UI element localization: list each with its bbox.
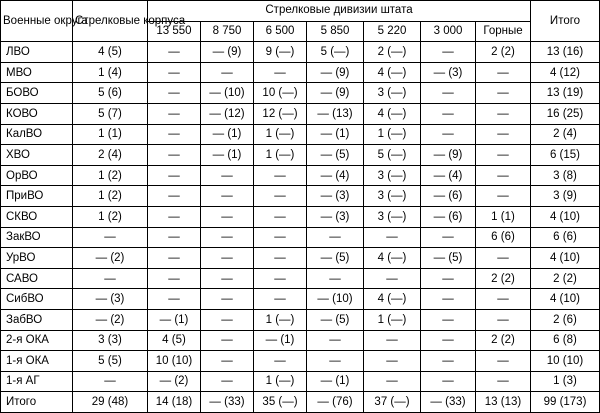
division-cell: —: [254, 351, 307, 372]
table-row: [1, 103, 600, 124]
table-row: [1, 351, 600, 372]
table-row: [1, 186, 600, 207]
district-cell: ЛВО: [1, 42, 73, 63]
division-cell: — (9): [201, 42, 254, 63]
division-cell: 2 (2): [476, 42, 531, 63]
division-cell: —: [201, 330, 254, 351]
division-cell: — (10): [201, 83, 254, 104]
division-cell: 1 (—): [254, 124, 307, 145]
division-cell: — (10): [307, 289, 364, 310]
corps-cell: — (2): [73, 309, 148, 330]
total-cell: 16 (25): [531, 103, 600, 124]
table-row: [1, 42, 600, 63]
corps-cell: 1 (2): [73, 165, 148, 186]
division-cell: — (3): [307, 186, 364, 207]
corps-cell: — (2): [73, 248, 148, 269]
total-cell: 10 (10): [531, 351, 600, 372]
corps-cell: 3 (3): [73, 330, 148, 351]
division-cell: —: [201, 62, 254, 83]
division-cell: —: [421, 289, 476, 310]
division-cell: —: [307, 330, 364, 351]
corps-cell: 1 (2): [73, 206, 148, 227]
total-cell: 3 (9): [531, 186, 600, 207]
total-cell: 4 (10): [531, 206, 600, 227]
division-cell: —: [421, 124, 476, 145]
corps-cell: 5 (7): [73, 103, 148, 124]
table-row: [1, 165, 600, 186]
total-cell: 6 (6): [531, 227, 600, 248]
corps-cell: 4 (5): [73, 42, 148, 63]
division-cell: 35 (—): [254, 392, 307, 413]
corps-cell: 2 (4): [73, 145, 148, 166]
corps-cell: —: [73, 371, 148, 392]
table-row: [1, 330, 600, 351]
division-cell: —: [421, 330, 476, 351]
division-cell: 4 (5): [148, 330, 201, 351]
division-cell: — (4): [307, 165, 364, 186]
division-cell: — (1): [201, 145, 254, 166]
district-cell: СибВО: [1, 289, 73, 310]
division-cell: 10 (10): [148, 351, 201, 372]
division-cell: —: [148, 289, 201, 310]
division-cell: —: [421, 83, 476, 104]
total-cell: 13 (16): [531, 42, 600, 63]
division-cell: —: [254, 268, 307, 289]
division-cell: —: [364, 351, 421, 372]
division-cell: —: [201, 309, 254, 330]
district-cell: КалВО: [1, 124, 73, 145]
district-cell: МВО: [1, 62, 73, 83]
district-cell: ОрВО: [1, 165, 73, 186]
division-cell: — (9): [421, 145, 476, 166]
header-division-type: Горные: [476, 21, 531, 42]
district-cell: 1-я АГ: [1, 371, 73, 392]
corps-cell: 29 (48): [73, 392, 148, 413]
division-cell: —: [421, 351, 476, 372]
district-cell: ПриВО: [1, 186, 73, 207]
total-cell: 99 (173): [531, 392, 600, 413]
division-cell: —: [254, 289, 307, 310]
division-cell: —: [476, 248, 531, 269]
division-cell: —: [148, 206, 201, 227]
division-cell: — (12): [201, 103, 254, 124]
division-cell: —: [476, 83, 531, 104]
division-cell: —: [307, 227, 364, 248]
total-cell: 4 (10): [531, 289, 600, 310]
corps-cell: 5 (5): [73, 351, 148, 372]
table-row: [1, 145, 600, 166]
total-cell: 2 (4): [531, 124, 600, 145]
division-cell: — (5): [307, 145, 364, 166]
division-cell: 13 (13): [476, 392, 531, 413]
division-cell: —: [254, 248, 307, 269]
division-cell: — (1): [307, 371, 364, 392]
header-division-type: 5 220: [364, 21, 421, 42]
total-cell: 6 (15): [531, 145, 600, 166]
division-cell: —: [148, 145, 201, 166]
division-cell: —: [148, 186, 201, 207]
district-cell: КОВО: [1, 103, 73, 124]
table-row: [1, 268, 600, 289]
district-cell: 2-я ОКА: [1, 330, 73, 351]
division-cell: — (3): [307, 206, 364, 227]
table-row: [1, 206, 600, 227]
division-cell: —: [476, 186, 531, 207]
division-cell: —: [254, 165, 307, 186]
division-cell: 9 (—): [254, 42, 307, 63]
division-cell: 4 (—): [364, 62, 421, 83]
total-cell: 1 (3): [531, 371, 600, 392]
header-division-type: 3 000: [421, 21, 476, 42]
division-cell: — (5): [307, 248, 364, 269]
division-cell: —: [476, 124, 531, 145]
division-cell: —: [421, 227, 476, 248]
division-cell: — (4): [421, 165, 476, 186]
division-cell: —: [148, 103, 201, 124]
division-cell: —: [201, 248, 254, 269]
division-cell: —: [201, 227, 254, 248]
corps-cell: 1 (2): [73, 186, 148, 207]
division-cell: — (76): [307, 392, 364, 413]
division-cell: — (1): [254, 330, 307, 351]
division-cell: — (33): [201, 392, 254, 413]
division-cell: 1 (—): [364, 124, 421, 145]
district-cell: Итого: [1, 392, 73, 413]
division-cell: —: [476, 309, 531, 330]
table-row: [1, 248, 600, 269]
total-cell: 6 (8): [531, 330, 600, 351]
division-cell: — (9): [307, 83, 364, 104]
division-cell: — (5): [307, 309, 364, 330]
division-cell: — (6): [421, 186, 476, 207]
division-cell: 4 (—): [364, 289, 421, 310]
header-division-type: 8 750: [201, 21, 254, 42]
district-cell: УрВО: [1, 248, 73, 269]
division-cell: —: [364, 268, 421, 289]
division-cell: —: [476, 165, 531, 186]
header-divisions: Стрелковые дивизии штата: [148, 1, 531, 22]
division-cell: 3 (—): [364, 206, 421, 227]
division-cell: —: [201, 186, 254, 207]
header-corps: Стрелковые корпуса: [73, 1, 148, 42]
district-cell: СКВО: [1, 206, 73, 227]
table-row: [1, 309, 600, 330]
division-cell: — (9): [307, 62, 364, 83]
division-cell: —: [254, 62, 307, 83]
table-row: [1, 227, 600, 248]
table-row: [1, 392, 600, 413]
division-cell: —: [421, 309, 476, 330]
division-cell: —: [201, 371, 254, 392]
division-cell: 14 (18): [148, 392, 201, 413]
division-cell: —: [476, 289, 531, 310]
total-cell: 4 (12): [531, 62, 600, 83]
total-cell: 3 (8): [531, 165, 600, 186]
division-cell: —: [201, 165, 254, 186]
division-cell: —: [148, 227, 201, 248]
division-cell: — (13): [307, 103, 364, 124]
district-cell: 1-я ОКА: [1, 351, 73, 372]
division-cell: —: [148, 42, 201, 63]
division-cell: 6 (6): [476, 227, 531, 248]
division-cell: —: [364, 371, 421, 392]
division-cell: —: [254, 206, 307, 227]
division-cell: —: [476, 103, 531, 124]
division-cell: — (6): [421, 206, 476, 227]
district-cell: САВО: [1, 268, 73, 289]
corps-cell: —: [73, 268, 148, 289]
division-cell: 1 (1): [476, 206, 531, 227]
division-cell: 1 (—): [254, 371, 307, 392]
division-cell: 1 (—): [254, 309, 307, 330]
division-cell: —: [364, 227, 421, 248]
division-cell: —: [254, 186, 307, 207]
division-cell: 1 (—): [254, 145, 307, 166]
header-division-type: 5 850: [307, 21, 364, 42]
division-cell: —: [148, 248, 201, 269]
division-cell: —: [421, 103, 476, 124]
table-row: [1, 289, 600, 310]
division-cell: — (1): [201, 124, 254, 145]
header-division-type: 13 550: [148, 21, 201, 42]
division-cell: 5 (—): [307, 42, 364, 63]
division-cell: —: [201, 268, 254, 289]
district-cell: ЗабВО: [1, 309, 73, 330]
division-cell: —: [476, 62, 531, 83]
table-row: [1, 371, 600, 392]
district-cell: ЗакВО: [1, 227, 73, 248]
division-cell: —: [148, 62, 201, 83]
corps-cell: — (3): [73, 289, 148, 310]
division-cell: —: [201, 206, 254, 227]
division-cell: 1 (—): [364, 309, 421, 330]
division-cell: —: [148, 124, 201, 145]
header-division-type: 6 500: [254, 21, 307, 42]
division-cell: —: [364, 330, 421, 351]
district-cell: БОВО: [1, 83, 73, 104]
header-district: Военные округа: [1, 1, 73, 42]
district-cell: ХВО: [1, 145, 73, 166]
division-cell: —: [421, 371, 476, 392]
division-cell: —: [201, 351, 254, 372]
division-cell: 3 (—): [364, 83, 421, 104]
division-cell: —: [254, 227, 307, 248]
division-cell: —: [476, 145, 531, 166]
division-cell: —: [148, 268, 201, 289]
division-cell: 10 (—): [254, 83, 307, 104]
corps-cell: —: [73, 227, 148, 248]
division-cell: 5 (—): [364, 145, 421, 166]
division-cell: — (5): [421, 248, 476, 269]
division-cell: 2 (2): [476, 268, 531, 289]
division-cell: —: [476, 371, 531, 392]
table-row: [1, 83, 600, 104]
division-cell: — (33): [421, 392, 476, 413]
division-cell: — (1): [148, 309, 201, 330]
division-cell: —: [148, 165, 201, 186]
division-cell: —: [201, 289, 254, 310]
corps-cell: 5 (6): [73, 83, 148, 104]
division-cell: —: [307, 268, 364, 289]
header-total: Итого: [531, 1, 600, 42]
division-cell: 4 (—): [364, 103, 421, 124]
division-cell: — (3): [421, 62, 476, 83]
division-cell: 12 (—): [254, 103, 307, 124]
table-row: [1, 124, 600, 145]
division-cell: —: [421, 42, 476, 63]
division-cell: — (1): [307, 124, 364, 145]
division-cell: —: [421, 268, 476, 289]
total-cell: 2 (2): [531, 268, 600, 289]
division-cell: — (2): [148, 371, 201, 392]
total-cell: 13 (19): [531, 83, 600, 104]
total-cell: 2 (6): [531, 309, 600, 330]
corps-cell: 1 (1): [73, 124, 148, 145]
division-cell: 2 (—): [364, 42, 421, 63]
corps-cell: 1 (4): [73, 62, 148, 83]
division-cell: 37 (—): [364, 392, 421, 413]
division-cell: —: [307, 351, 364, 372]
division-cell: 4 (—): [364, 248, 421, 269]
division-cell: —: [148, 83, 201, 104]
division-cell: 3 (—): [364, 186, 421, 207]
division-cell: —: [476, 351, 531, 372]
division-cell: 2 (2): [476, 330, 531, 351]
division-cell: 3 (—): [364, 165, 421, 186]
table-row: [1, 62, 600, 83]
total-cell: 4 (10): [531, 248, 600, 269]
